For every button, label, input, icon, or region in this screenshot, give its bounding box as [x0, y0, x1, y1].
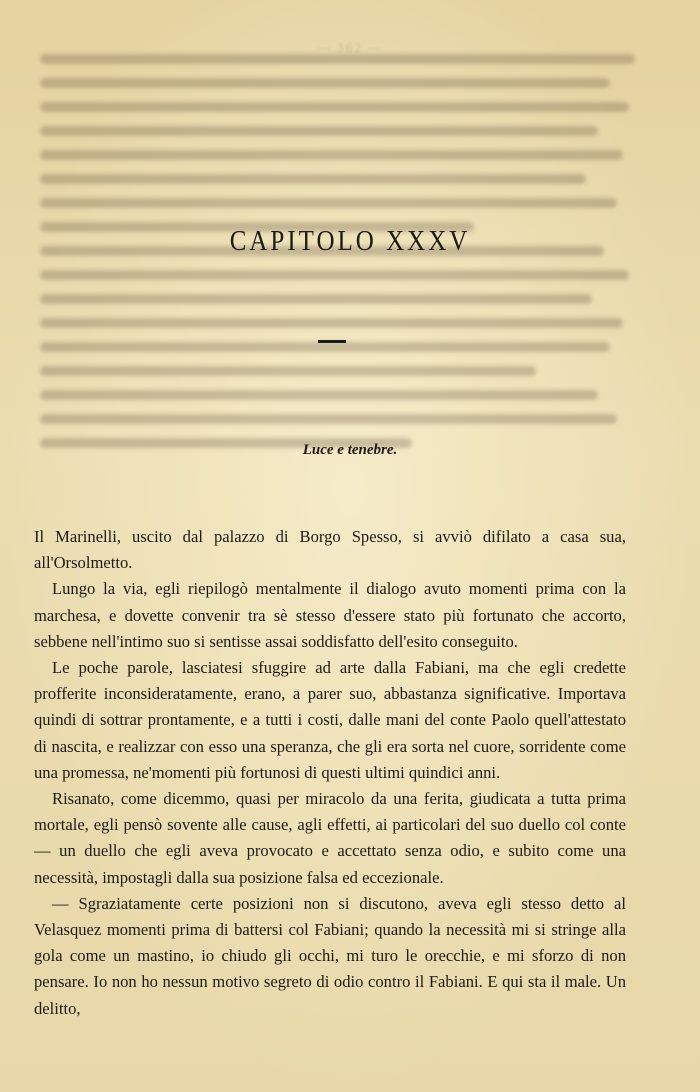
paragraph: — Sgraziatamente certe posizioni non si discutono, aveva egli stesso detto al Velasquez momenti prima di battersi col Fabiani; quando la necessità mi si stringe alla gola come un mastino, io chiudo gli occhi, mi turo le orecchie, e mi sforzo di non pensare. Io non ho nessun motivo segreto di odio contro il Fabiani. E qui sta il male. Un delitto,	[34, 893, 626, 1018]
paragraph: Risanato, come dicemmo, quasi per miracolo da una ferita, giudicata a tutta prima mortale, egli pensò sovente alle cause, agli effetti, ai particolari del suo duello col conte — un duello che egli aveva provocato e accettato senza odio, e subito come una necessità, impostagli dalla sua posizione falsa ed eccezionale.	[34, 789, 626, 887]
bleed-through-text	[40, 40, 660, 500]
paragraph: Le poche parole, lasciatesi sfuggire ad arte dalla Fabiani, ma che egli credette profferite inconsideratamente, erano, a parer suo, abbastanza significative. Importava quindi di sottrar prontamente, e a tutti i costi, dalle mani del conte Paolo quell'attestato di nascita, e realizzar con esso una speranza, che gli era sorta nel cuore, sorridente come una promessa, ne'momenti più fortunosi di questi ultimi quindici anni.	[34, 658, 626, 782]
body-text	[34, 524, 626, 1022]
chapter-title: CAPITOLO XXXV	[229, 225, 471, 257]
paragraph: Il Marinelli, uscito dal palazzo di Borgo Spesso, si avviò difilato a casa sua, all'Orsolmetto.	[34, 527, 626, 573]
paragraph: Lungo la via, egli riepilogò mentalmente il dialogo avuto momenti prima con la marchesa, e dovette convenir tra sè stesso d'essere stato più fortunato che accorto, sebbene nell'intimo suo si sentisse assai soddisfatto dell'esito conseguito.	[34, 579, 626, 651]
running-head: — 362 —	[317, 40, 383, 55]
chapter-subtitle: Luce e tenebre.	[302, 442, 398, 458]
chapter-rule	[318, 340, 346, 343]
